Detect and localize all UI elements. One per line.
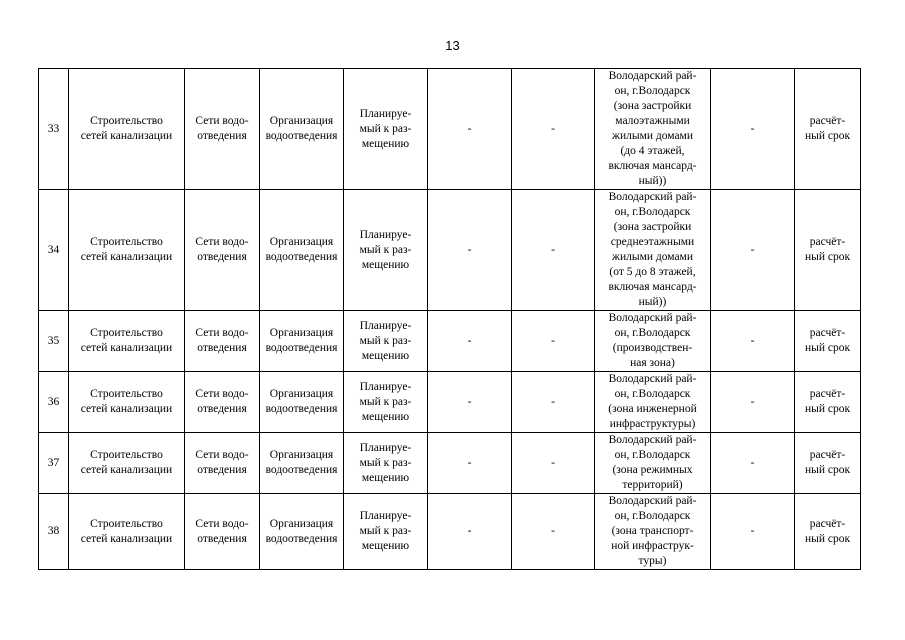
table-row: [39, 190, 861, 311]
object-location: Володарский рай- он, г.Володарск (производствен- ная зона): [595, 311, 711, 372]
row-number: 37: [39, 433, 69, 494]
implementation-term: расчёт- ный срок: [795, 494, 861, 570]
empty-value: -: [711, 190, 795, 311]
implementation-term: расчёт- ный срок: [795, 190, 861, 311]
object-type: Сети водо- отведения: [185, 372, 260, 433]
object-purpose: Организация водоотведения: [260, 190, 344, 311]
object-type: Сети водо- отведения: [185, 494, 260, 570]
object-purpose: Организация водоотведения: [260, 494, 344, 570]
row-number: 35: [39, 311, 69, 372]
empty-value: -: [428, 69, 512, 190]
page-number: 13: [445, 38, 460, 53]
object-name: Строительство сетей канализации: [69, 190, 185, 311]
object-location: Володарский рай- он, г.Володарск (зона режимных территорий): [595, 433, 711, 494]
table-row: [39, 372, 861, 433]
object-purpose: Организация водоотведения: [260, 69, 344, 190]
empty-value: -: [512, 311, 595, 372]
empty-value: -: [428, 433, 512, 494]
table-row: [39, 69, 861, 190]
object-name: Строительство сетей канализации: [69, 372, 185, 433]
empty-value: -: [512, 494, 595, 570]
empty-value: -: [711, 311, 795, 372]
object-name: Строительство сетей канализации: [69, 311, 185, 372]
empty-value: -: [428, 190, 512, 311]
object-name: Строительство сетей канализации: [69, 494, 185, 570]
object-name: Строительство сетей канализации: [69, 433, 185, 494]
object-purpose: Организация водоотведения: [260, 433, 344, 494]
object-status: Планируе- мый к раз- мещению: [344, 494, 428, 570]
implementation-term: расчёт- ный срок: [795, 311, 861, 372]
row-number: 36: [39, 372, 69, 433]
object-location: Володарский рай- он, г.Володарск (зона инженерной инфраструктуры): [595, 372, 711, 433]
object-type: Сети водо- отведения: [185, 190, 260, 311]
empty-value: -: [512, 190, 595, 311]
implementation-term: расчёт- ный срок: [795, 372, 861, 433]
object-name: Строительство сетей канализации: [69, 69, 185, 190]
empty-value: -: [711, 69, 795, 190]
object-status: Планируе- мый к раз- мещению: [344, 433, 428, 494]
empty-value: -: [711, 372, 795, 433]
object-location: Володарский рай- он, г.Володарск (зона транспорт- ной инфраструк- туры): [595, 494, 711, 570]
empty-value: -: [711, 433, 795, 494]
empty-value: -: [428, 494, 512, 570]
object-location: Володарский рай- он, г.Володарск (зона застройки среднеэтажными жилыми домами (от 5 до 8 этажей, включая мансард- ный)): [595, 190, 711, 311]
object-status: Планируе- мый к раз- мещению: [344, 69, 428, 190]
table-row: [39, 311, 861, 372]
empty-value: -: [711, 494, 795, 570]
empty-value: -: [512, 69, 595, 190]
empty-value: -: [428, 372, 512, 433]
object-status: Планируе- мый к раз- мещению: [344, 372, 428, 433]
object-status: Планируе- мый к раз- мещению: [344, 190, 428, 311]
object-type: Сети водо- отведения: [185, 433, 260, 494]
object-purpose: Организация водоотведения: [260, 372, 344, 433]
row-number: 33: [39, 69, 69, 190]
row-number: 34: [39, 190, 69, 311]
empty-value: -: [512, 372, 595, 433]
table-row: [39, 433, 861, 494]
object-status: Планируе- мый к раз- мещению: [344, 311, 428, 372]
object-type: Сети водо- отведения: [185, 69, 260, 190]
empty-value: -: [428, 311, 512, 372]
planning-table: [38, 68, 861, 570]
object-location: Володарский рай- он, г.Володарск (зона застройки малоэтажными жилыми домами (до 4 этажей, включая мансард- ный)): [595, 69, 711, 190]
object-purpose: Организация водоотведения: [260, 311, 344, 372]
table-row: [39, 494, 861, 570]
object-type: Сети водо- отведения: [185, 311, 260, 372]
empty-value: -: [512, 433, 595, 494]
implementation-term: расчёт- ный срок: [795, 69, 861, 190]
row-number: 38: [39, 494, 69, 570]
implementation-term: расчёт- ный срок: [795, 433, 861, 494]
